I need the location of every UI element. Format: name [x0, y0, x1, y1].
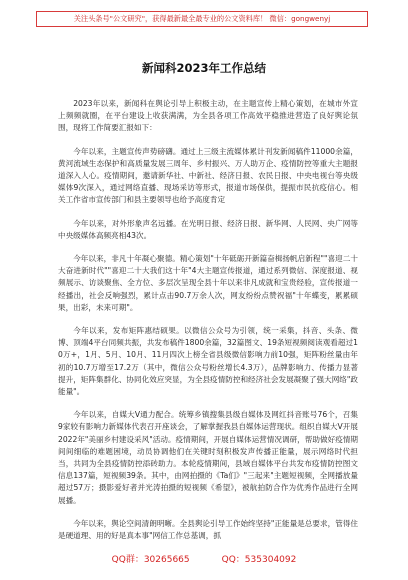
paragraph-public-opinion: 今年以来，舆论空间清朗明晰。全县舆论引导工作始终坚持"正能量是总要求，管得住是硬道理、用的好是真本事"网信工作总基调，抓	[58, 518, 358, 541]
paragraph-media-matrix: 今年以来，发布矩阵惠结硕果。以微信公众号为引领，统一采集，抖音、头条、微博、顶端4平台同频共振，共发布稿件1800余篇，32篇图文、19条短视频阅读观看超过10万+，1月、5月、10月、11月四次上榜全省县级微信影响力前10强，矩阵粉丝量由年初的10.7万增至17.2万（其中，微信公众号粉丝增长4.3万），品牌影响力、传播力显著提升，矩阵集群化、协同化效应突显，为全县疫情防控和经济社会发展凝聚了强大网络"政能量"。	[58, 326, 358, 397]
promo-banner: 关注头条号"公文研究"，获得最新最全最专业的公文资料库！ 微信：gongwenyj	[36, 11, 368, 27]
contact-footer	[0, 552, 408, 565]
document-body	[58, 98, 358, 553]
document-title: 新闻科2023年工作总结	[141, 61, 266, 75]
paragraph-theme-publicity: 今年以来，主题宣传声势磅礴。通过上三级主流媒体累计刊发新闻稿件11000余篇，黄河流域生态保护和高质量发展三周年、乡村振兴、万人助万企、疫情防控等重大主题报道深入人心。疫情期间，邀请新华社、中新社、经济日报、农民日报、中央电视台等央级媒体9次深入，通过网络直播、现场采访等形式，报道市场保供，提振市民抗疫信心。相关工作省市宣传部门和县主要领导也给予高度肯定	[58, 146, 358, 205]
qq-contact-text: QQ：535304092	[221, 555, 297, 565]
paragraph-intro: 2023年以来，新闻科在舆论引导上积极主动，在主题宣传上精心策划，在城市外宣上频频就圈，在平台建设上收获满满，为全县各项工作高效平稳推进营造了良好舆论氛围，现将工作简要汇报如下：	[58, 99, 358, 133]
paragraph-ten-years: 今年以来，非凡十年凝心聚德。精心策划"十年砥砺开新篇奋楫扬帆启新程""喜迎二十大奋进新时代""喜迎二十大我们这十年"4大主题宣传报道，通过系列微信、深度报道、视频展示、访谈聚焦、全方位、多层次呈现全县十年以来非凡成就和宝贵经验，宣传报道一经播出，社会反响强烈，累计点击90.7万余人次，网友纷纷点赞祝福"十年蝶变，累累硕果，出彩，未来可期"。	[58, 254, 358, 312]
paragraph-self-media: 今年以来，自媒大V通力配合。统筹乡镇搜集县级自媒体及网红抖音账号76个，召集9家较有影响力新媒体代表召开座谈会，了解掌握我县自媒体运营现状。组织自媒大V开展2022年"美丽乡村建设采风"活动。疫情期间，开展自媒体运营情况调研，帮助做好疫情期间间细临的难题困境，动员协调他们在关键时刻积极发声传播正能量，展示网络时代担当，共同为全县疫情防控添砖助力。本轮疫情期间，县域自媒体平台共发布疫情防控图文信息137篇，短视频39条。其中，由网拍摄的《Ta们》"三起来"主题短视频，全网播放量超过57万；摄影爱好者并光涛拍摄的短视频《希望》，被航拍防合作为优秀作品进行全网展播。	[58, 410, 358, 505]
paragraph-external-image: 今年以来，对外形象声名远播。在光明日报、经济日报、新华网、人民网、央广网等中央级媒体高频亮相43次。	[58, 218, 358, 240]
qq-group-text: QQ群：30265665	[111, 555, 190, 565]
